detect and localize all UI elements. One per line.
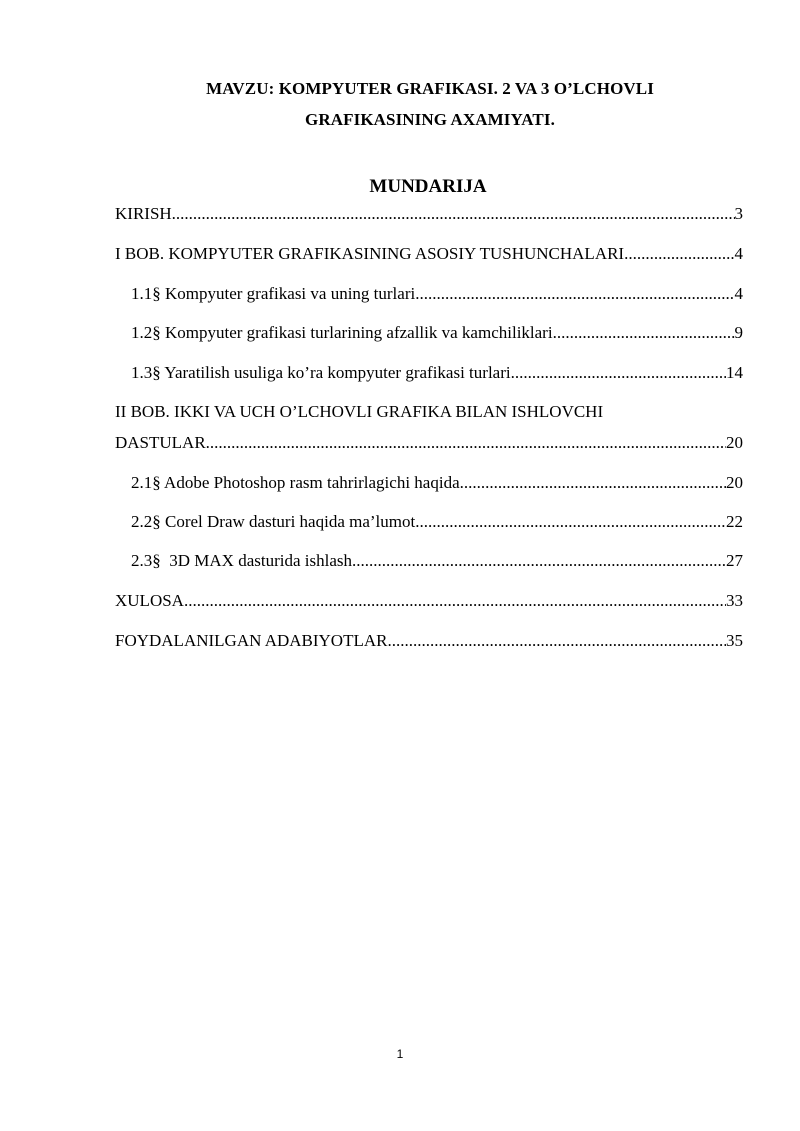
- toc-entry-page: 22: [726, 512, 743, 531]
- toc-leader-dots: [553, 322, 735, 344]
- toc-entry-label: 1.2§ Kompyuter grafikasi turlarining afzallik va kamchiliklari: [131, 323, 553, 342]
- toc-entry-kirish[interactable]: [115, 203, 743, 225]
- toc-leader-dots: [624, 243, 734, 265]
- toc-entry-references[interactable]: [115, 630, 743, 652]
- toc-entry-chapter-2-line-1[interactable]: II BOB. IKKI VA UCH O’LCHOVLI GRAFIKA BILAN ISHLOVCHI: [115, 402, 604, 421]
- toc-entry-label: DASTULAR: [115, 433, 206, 452]
- toc-leader-dots: [184, 590, 726, 612]
- toc-entry-page: 20: [726, 473, 743, 492]
- toc-entry-label: 2.1§ Adobe Photoshop rasm tahrirlagichi haqida: [131, 473, 460, 492]
- toc-entry-page: 27: [726, 551, 743, 570]
- toc-entry-page: 14: [726, 363, 743, 382]
- toc-entry-section-2-3[interactable]: [131, 550, 743, 572]
- toc-entry-section-1-2[interactable]: [131, 322, 743, 344]
- toc-entry-section-1-1[interactable]: [131, 283, 743, 305]
- toc-leader-dots: [352, 550, 726, 572]
- toc-leader-dots: [415, 511, 726, 533]
- toc-leader-dots: [172, 203, 735, 225]
- toc-entry-label: 1.1§ Kompyuter grafikasi va uning turlari: [131, 284, 416, 303]
- toc-entry-page: 4: [734, 284, 743, 303]
- toc-heading: MUNDARIJA: [369, 176, 487, 197]
- document-title-line-2: GRAFIKASINING AXAMIYATI.: [305, 110, 555, 129]
- toc-entry-label: 1.3§ Yaratilish usuliga ko’ra kompyuter grafikasi turlari: [131, 363, 511, 382]
- toc-entry-page: 33: [726, 591, 743, 610]
- toc-leader-dots: [387, 630, 726, 652]
- toc-leader-dots: [206, 432, 726, 454]
- page-number: 1: [396, 1047, 404, 1061]
- toc-entry-page: 9: [734, 323, 743, 342]
- toc-leader-dots: [415, 283, 734, 305]
- toc-entry-label: KIRISH: [115, 204, 172, 223]
- toc-entry-label: I BOB. KOMPYUTER GRAFIKASINING ASOSIY TUSHUNCHALARI: [115, 244, 625, 263]
- toc-entry-page: 4: [734, 244, 743, 263]
- toc-entry-page: 20: [726, 433, 743, 452]
- toc-entry-label: FOYDALANILGAN ADABIYOTLAR: [115, 631, 388, 650]
- toc-entry-section-2-1[interactable]: [131, 472, 743, 494]
- toc-entry-page: 35: [726, 631, 743, 650]
- toc-entry-label: XULOSA: [115, 591, 184, 610]
- toc-entry-chapter-1[interactable]: [115, 243, 743, 265]
- document-title-line-1: MAVZU: KOMPYUTER GRAFIKASI. 2 VA 3 O’LCHOVLI: [206, 79, 654, 98]
- toc-entry-chapter-2[interactable]: [115, 432, 743, 454]
- toc-entry-page: 3: [734, 204, 743, 223]
- toc-leader-dots: [460, 472, 726, 494]
- toc-entry-section-1-3[interactable]: [131, 362, 743, 384]
- toc-entry-section-2-2[interactable]: [131, 511, 743, 533]
- toc-entry-xulosa[interactable]: [115, 590, 743, 612]
- toc-leader-dots: [511, 362, 726, 384]
- toc-entry-label: 2.2§ Corel Draw dasturi haqida ma’lumot: [131, 512, 416, 531]
- toc-entry-label: 2.3§ 3D MAX dasturida ishlash: [131, 551, 352, 570]
